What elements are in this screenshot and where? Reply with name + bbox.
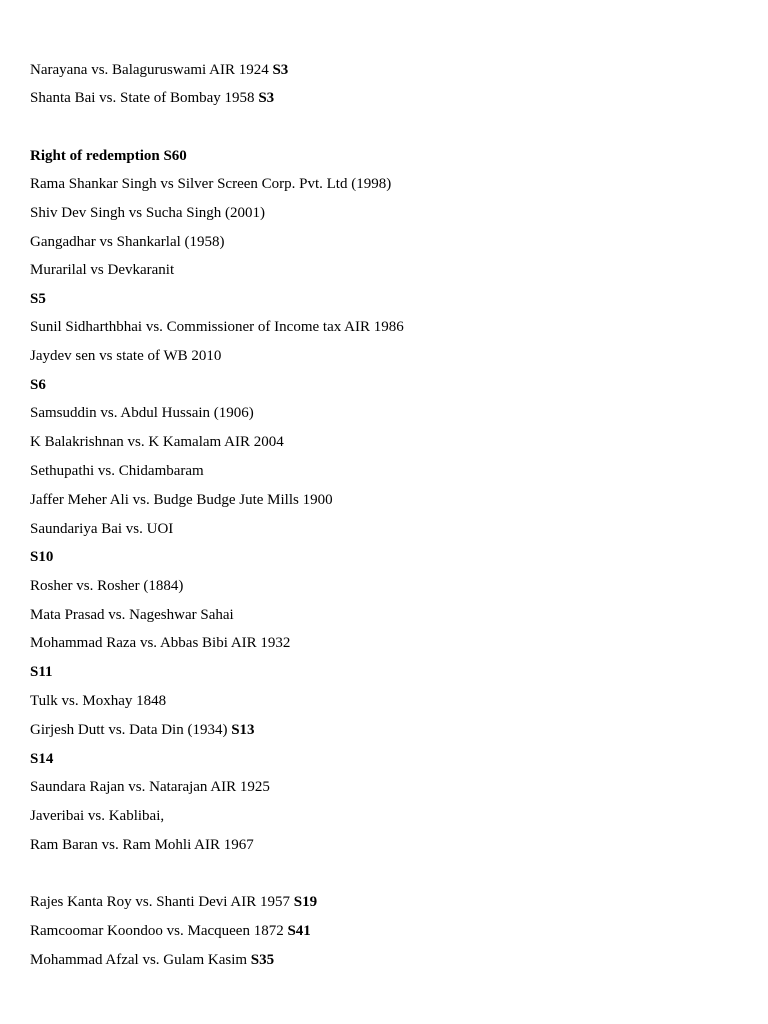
- case-line: [30, 203, 265, 223]
- case-text: K Balakrishnan vs. K Kamalam AIR 2004: [30, 434, 284, 450]
- case-line: [30, 633, 290, 653]
- case-line: [30, 432, 284, 452]
- case-text: Sethupathi vs. Chidambaram: [30, 463, 204, 479]
- case-text: Shanta Bai vs. State of Bombay 1958: [30, 90, 255, 106]
- case-line: [30, 892, 317, 912]
- case-text: Narayana vs. Balaguruswami AIR 1924: [30, 62, 269, 78]
- case-text: Mata Prasad vs. Nageshwar Sahai: [30, 607, 234, 623]
- case-line: [30, 88, 274, 108]
- case-line: [30, 720, 255, 740]
- case-text: Tulk vs. Moxhay 1848: [30, 693, 167, 709]
- case-text: Jaydev sen vs state of WB 2010: [30, 348, 222, 364]
- case-line: [30, 317, 404, 337]
- case-line: [30, 950, 274, 970]
- case-line: [30, 461, 204, 481]
- case-line: [30, 576, 183, 596]
- case-text: Mohammad Afzal vs. Gulam Kasim: [30, 952, 248, 968]
- case-text: Saundariya Bai vs. UOI: [30, 521, 174, 537]
- case-line: [30, 490, 333, 510]
- case-text: Samsuddin vs. Abdul Hussain (1906): [30, 405, 254, 421]
- case-text: Ramcoomar Koondoo vs. Macqueen 1872: [30, 923, 284, 939]
- case-text: Saundara Rajan vs. Natarajan AIR 1925: [30, 779, 270, 795]
- case-line: [30, 519, 173, 539]
- case-line: [30, 835, 254, 855]
- case-line: [30, 346, 221, 366]
- case-text: Shiv Dev Singh vs Sucha Singh (2001): [30, 205, 266, 221]
- case-text: Jaffer Meher Ali vs. Budge Budge Jute Mills 1900: [30, 492, 333, 508]
- case-text: Ram Baran vs. Ram Mohli AIR 1967: [30, 837, 254, 853]
- section-tag: S13: [231, 722, 255, 738]
- case-line: [30, 60, 288, 80]
- section-tag: S35: [250, 952, 275, 968]
- section-tag: S41: [287, 923, 311, 939]
- case-text: Girjesh Dutt vs. Data Din (1934): [30, 722, 228, 738]
- case-text: Javeribai vs. Kablibai,: [30, 808, 165, 824]
- case-text: Rosher vs. Rosher (1884): [30, 578, 184, 594]
- section-heading: S5: [30, 291, 46, 307]
- section-heading: S6: [30, 377, 46, 393]
- section-heading: S14: [30, 751, 54, 767]
- section-heading: S11: [30, 664, 53, 680]
- case-line: [30, 403, 254, 423]
- section-heading: Right of redemption S60: [30, 148, 187, 164]
- case-line: [30, 777, 270, 797]
- case-text: Sunil Sidharthbhai vs. Commissioner of Income tax AIR 1986: [30, 319, 404, 335]
- case-line: [30, 260, 174, 280]
- case-line: [30, 806, 164, 826]
- case-text: Gangadhar vs Shankarlal (1958): [30, 234, 225, 250]
- case-text: Rajes Kanta Roy vs. Shanti Devi AIR 1957: [30, 894, 290, 910]
- section-tag: S19: [293, 894, 318, 910]
- section-tag: S3: [272, 62, 289, 78]
- section-heading: S10: [30, 549, 54, 565]
- case-line: [30, 232, 225, 252]
- case-line: [30, 921, 311, 941]
- case-text: Mohammad Raza vs. Abbas Bibi AIR 1932: [30, 635, 291, 651]
- section-tag: S3: [258, 90, 275, 106]
- case-line: [30, 605, 234, 625]
- case-line: [30, 691, 166, 711]
- case-line: [30, 174, 391, 194]
- case-text: Rama Shankar Singh vs Silver Screen Corp. Pvt. Ltd (1998): [30, 176, 392, 192]
- case-text: Murarilal vs Devkaranit: [30, 262, 175, 278]
